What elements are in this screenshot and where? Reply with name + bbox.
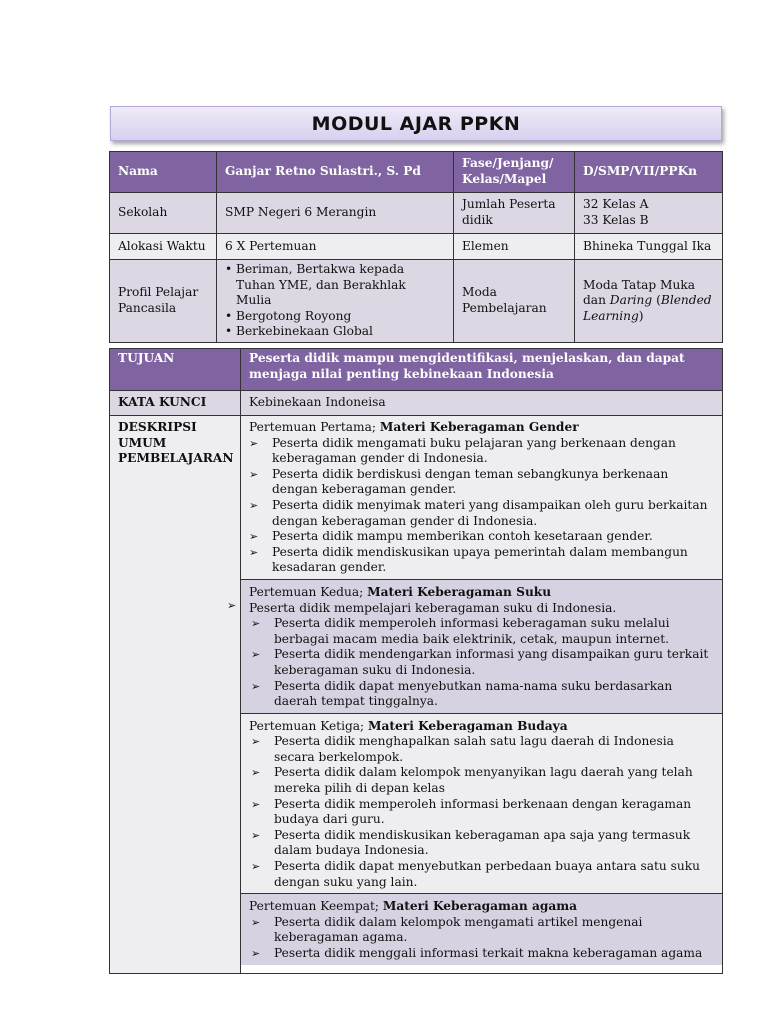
sekolah-label: Sekolah: [110, 193, 217, 234]
sekolah-row: [110, 193, 723, 234]
alokasi-row: [110, 234, 723, 260]
meeting-list: [249, 436, 714, 576]
list-item: • Berkebinekaan Global: [225, 324, 445, 340]
tujuan-label: TUJUAN: [110, 349, 241, 391]
list-item: ➢ Peserta didik mengamati buku pelajaran yang berkenaan dengan keberagaman gender di Indonesia.: [249, 436, 714, 467]
info-table: [109, 151, 723, 343]
profil-list: [225, 262, 445, 340]
moda-value: [575, 260, 723, 343]
list-item: ➢ Peserta didik menyimak materi yang disampaikan oleh guru berkaitan dengan keberagaman gender di Indonesia.: [249, 498, 714, 529]
list-item: ➢ Peserta didik menghapalkan salah satu lagu daerah di Indonesia secara berkelompok.: [251, 734, 714, 765]
meeting-prefix: Pertemuan Pertama;: [249, 420, 376, 434]
list-item: ➢ Peserta didik mendiskusikan upaya pemerintah dalam membangun kesadaran gender.: [249, 545, 714, 576]
moda-text: Moda Tatap Muka dan: [583, 277, 696, 308]
meeting-heading: [249, 585, 714, 601]
page-title: MODUL AJAR PPKN: [110, 106, 722, 141]
list-item: ➢ Peserta didik menggali informasi terkait makna keberagaman agama: [251, 946, 714, 962]
profil-label: Profil Pelajar Pancasila: [110, 260, 217, 343]
meeting-prefix: Pertemuan Kedua;: [249, 584, 364, 599]
meeting-list: [249, 734, 714, 890]
kata-kunci-row: [110, 391, 723, 416]
kata-kunci-text: Kebinekaan Indoneisa: [241, 391, 723, 416]
tujuan-text: Peserta didik mampu mengidentifikasi, menjelaskan, dan dapat menjaga nilai penting kebinekaan Indonesia: [241, 349, 723, 391]
nama-label: Nama: [110, 152, 217, 193]
fase-label: Fase/Jenjang/ Kelas/Mapel: [454, 152, 575, 193]
list-item: ➢ Peserta didik mendengarkan informasi yang disampaikan guru terkait keberagaman suku di Indonesia.: [251, 647, 714, 678]
meeting-heading: [249, 899, 714, 915]
meeting-list: [249, 915, 714, 962]
meeting-heading: [249, 719, 714, 735]
moda-daring: Daring: [609, 293, 653, 308]
info-header-row: [110, 152, 723, 193]
deskripsi-content: [227, 416, 723, 974]
tujuan-row: [110, 349, 723, 391]
list-item: ➢ Peserta didik dapat menyebutkan nama-nama suku berdasarkan daerah tempat tinggalnya.: [251, 679, 714, 710]
list-item: ➢ Peserta didik dapat menyebutkan perbedaan buaya antara satu suku dengan suku yang lain.: [251, 859, 714, 890]
meeting-2: [227, 579, 722, 713]
elemen-label: Elemen: [454, 234, 575, 260]
alokasi-value: 6 X Pertemuan: [217, 234, 454, 260]
meeting-prefix: Pertemuan Keempat;: [249, 899, 380, 914]
meeting-topic: Materi Keberagaman Budaya: [368, 718, 568, 733]
list-item: ➢ Peserta didik dalam kelompok menyanyikan lagu daerah yang telah mereka pilih di depan kelas: [251, 765, 714, 796]
meeting-heading: [249, 420, 714, 436]
meeting-topic: Materi Keberagaman agama: [382, 899, 578, 914]
fase-value: D/SMP/VII/PPKn: [575, 152, 723, 193]
jumlah-value: [575, 193, 723, 234]
meeting-3: [241, 713, 722, 894]
list-item: ➢ Peserta didik memperoleh informasi keberagaman suku melalui berbagai macam media baik elektrinik, cetak, maupun internet.: [251, 616, 714, 647]
list-item: ➢ Peserta didik berdiskusi dengan teman sebangkunya berkenaan dengan keberagaman gender.: [249, 467, 714, 498]
deskripsi-row: [110, 416, 723, 974]
elemen-value: Bhineka Tunggal Ika: [575, 234, 723, 260]
sekolah-value: SMP Negeri 6 Merangin: [217, 193, 454, 234]
meeting-topic: Materi Keberagaman Gender: [379, 420, 579, 434]
arrow-icon: ➢: [227, 598, 237, 612]
list-item: ➢ Peserta didik mampu memberikan contoh kesetaraan gender.: [249, 529, 714, 545]
profil-row: [110, 260, 723, 343]
jumlah-label: Jumlah Peserta didik: [454, 193, 575, 234]
deskripsi-label: DESKRIPSI UMUM PEMBELAJARAN: [110, 416, 241, 974]
kelas-a: 32 Kelas A: [583, 197, 649, 212]
nama-value: Ganjar Retno Sulastri., S. Pd: [217, 152, 454, 193]
moda-label: Moda Pembelajaran: [454, 260, 575, 343]
list-item: • Beriman, Bertakwa kepada Tuhan YME, dan Berakhlak Mulia: [225, 262, 445, 309]
detail-table: [109, 348, 723, 974]
list-item: • Bergotong Royong: [225, 309, 445, 325]
meeting-prefix: Pertemuan Ketiga;: [249, 718, 365, 733]
alokasi-label: Alokasi Waktu: [110, 234, 217, 260]
meeting-4: [241, 893, 722, 964]
meeting-topic: Materi Keberagaman Suku: [367, 584, 552, 599]
list-item: ➢ Peserta didik dalam kelompok mengamati artikel mengenai keberagaman agama.: [251, 915, 714, 946]
moda-paren-open: (: [656, 293, 661, 308]
moda-blended: Blended Learning: [583, 293, 712, 323]
meeting-1: [241, 416, 722, 579]
meeting-list: [249, 616, 714, 710]
profil-list-cell: [217, 260, 454, 343]
meeting-lead: Peserta didik mempelajari keberagaman suku di Indonesia.: [249, 600, 617, 615]
kata-kunci-label: KATA KUNCI: [110, 391, 241, 416]
list-item: ➢ Peserta didik mendiskusikan keberagaman apa saja yang termasuk dalam budaya Indonesia.: [251, 828, 714, 859]
list-item: ➢ Peserta didik memperoleh informasi berkenaan dengan keragaman budaya dari guru.: [251, 797, 714, 828]
kelas-b: 33 Kelas B: [583, 213, 649, 227]
moda-paren-close: ): [638, 308, 644, 323]
